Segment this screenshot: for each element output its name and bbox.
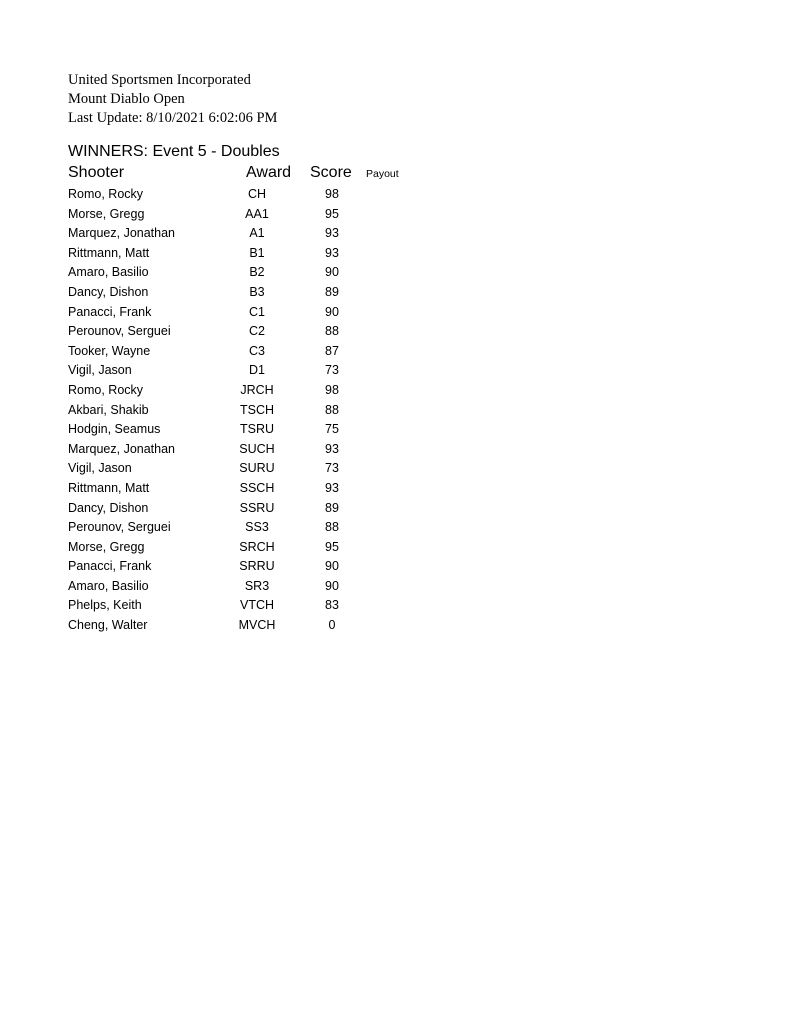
shooter-name: Vigil, Jason bbox=[68, 363, 132, 378]
award-code: SSRU bbox=[239, 500, 275, 515]
award-code: D1 bbox=[249, 363, 265, 378]
shooter-name: Perounov, Serguei bbox=[68, 324, 171, 339]
shooter-name: Dancy, Dishon bbox=[68, 500, 149, 515]
award-code: AA1 bbox=[245, 206, 269, 221]
shooter-name: Panacci, Frank bbox=[68, 304, 152, 319]
shooter-name: Akbari, Shakib bbox=[68, 402, 149, 417]
shooter-name: Dancy, Dishon bbox=[68, 284, 149, 299]
score-value: 95 bbox=[325, 539, 339, 554]
score-value: 93 bbox=[325, 226, 339, 241]
column-header-payout: Payout bbox=[366, 168, 399, 180]
score-value: 73 bbox=[325, 363, 339, 378]
table-row bbox=[0, 224, 791, 244]
document-header bbox=[68, 71, 277, 128]
shooter-name: Amaro, Basilio bbox=[68, 578, 149, 593]
shooter-name: Rittmann, Matt bbox=[68, 245, 150, 260]
shooter-name: Vigil, Jason bbox=[68, 461, 132, 476]
shooter-name: Romo, Rocky bbox=[68, 187, 144, 201]
award-code: SS3 bbox=[245, 520, 269, 535]
award-code: TSCH bbox=[239, 402, 275, 417]
award-code: SSCH bbox=[239, 480, 275, 495]
last-update: Last Update: 8/10/2021 6:02:06 PM bbox=[68, 110, 278, 126]
score-value: 90 bbox=[325, 304, 339, 319]
table-row bbox=[0, 205, 791, 225]
table-row bbox=[0, 244, 791, 264]
organization-name: United Sportsmen Incorporated bbox=[68, 72, 251, 88]
award-code: SURU bbox=[239, 461, 275, 476]
shooter-name: Hodgin, Seamus bbox=[68, 422, 161, 437]
table-row bbox=[0, 401, 791, 421]
award-code: SR3 bbox=[244, 578, 270, 593]
table-row bbox=[0, 538, 791, 558]
score-value: 0 bbox=[328, 618, 336, 633]
shooter-name: Marquez, Jonathan bbox=[68, 441, 176, 456]
table-row bbox=[0, 499, 791, 519]
shooter-name: Morse, Gregg bbox=[68, 206, 145, 221]
table-row bbox=[0, 283, 791, 303]
award-code: SUCH bbox=[239, 441, 275, 456]
score-value: 98 bbox=[325, 187, 339, 201]
table-row bbox=[0, 616, 791, 636]
score-value: 75 bbox=[325, 422, 339, 437]
winners-title: WINNERS: Event 5 - Doubles bbox=[68, 143, 280, 160]
table-row bbox=[0, 518, 791, 538]
award-code: JRCH bbox=[240, 382, 274, 397]
shooter-name: Tooker, Wayne bbox=[68, 343, 151, 358]
score-value: 90 bbox=[325, 265, 339, 280]
column-header-score: Score bbox=[310, 164, 352, 181]
shooter-name: Perounov, Serguei bbox=[68, 520, 171, 535]
shooter-name: Romo, Rocky bbox=[68, 382, 144, 397]
score-value: 95 bbox=[325, 206, 339, 221]
award-code: SRRU bbox=[239, 559, 275, 574]
score-value: 88 bbox=[325, 402, 339, 417]
score-value: 89 bbox=[325, 500, 339, 515]
score-value: 93 bbox=[325, 245, 339, 260]
score-value: 88 bbox=[325, 324, 339, 339]
table-row bbox=[0, 185, 791, 205]
award-code: CH bbox=[247, 187, 267, 201]
award-code: C1 bbox=[249, 304, 265, 319]
shooter-name: Morse, Gregg bbox=[68, 539, 145, 554]
table-row bbox=[0, 303, 791, 323]
table-row bbox=[0, 479, 791, 499]
table-row bbox=[0, 577, 791, 597]
score-value: 73 bbox=[325, 461, 339, 476]
table-row bbox=[0, 557, 791, 577]
score-value: 89 bbox=[325, 284, 339, 299]
table-row bbox=[0, 342, 791, 362]
table-row bbox=[0, 381, 791, 401]
table-row bbox=[0, 420, 791, 440]
table-row bbox=[0, 596, 791, 616]
table-row bbox=[0, 322, 791, 342]
score-value: 93 bbox=[325, 480, 339, 495]
score-value: 87 bbox=[325, 343, 339, 358]
score-value: 90 bbox=[325, 578, 339, 593]
table-row bbox=[0, 263, 791, 283]
score-value: 90 bbox=[325, 559, 339, 574]
shooter-name: Cheng, Walter bbox=[68, 618, 148, 633]
table-row bbox=[0, 440, 791, 460]
column-header-award: Award bbox=[246, 164, 292, 181]
column-header-shooter: Shooter bbox=[68, 164, 125, 181]
award-code: B2 bbox=[249, 265, 265, 280]
shooter-name: Phelps, Keith bbox=[68, 598, 142, 613]
table-row bbox=[0, 361, 791, 381]
award-code: B1 bbox=[249, 245, 265, 260]
award-code: B3 bbox=[249, 284, 265, 299]
winners-table bbox=[0, 185, 791, 636]
award-code: SRCH bbox=[239, 539, 275, 554]
score-value: 98 bbox=[325, 382, 339, 397]
award-code: A1 bbox=[249, 226, 265, 241]
table-row bbox=[0, 459, 791, 479]
shooter-name: Amaro, Basilio bbox=[68, 265, 149, 280]
award-code: VTCH bbox=[239, 598, 275, 613]
event-name: Mount Diablo Open bbox=[68, 91, 185, 107]
shooter-name: Marquez, Jonathan bbox=[68, 226, 176, 241]
award-code: MVCH bbox=[238, 618, 276, 633]
shooter-name: Rittmann, Matt bbox=[68, 480, 150, 495]
score-value: 88 bbox=[325, 520, 339, 535]
score-value: 83 bbox=[325, 598, 339, 613]
award-code: C2 bbox=[249, 324, 265, 339]
award-code: TSRU bbox=[239, 422, 275, 437]
shooter-name: Panacci, Frank bbox=[68, 559, 152, 574]
score-value: 93 bbox=[325, 441, 339, 456]
award-code: C3 bbox=[249, 343, 265, 358]
